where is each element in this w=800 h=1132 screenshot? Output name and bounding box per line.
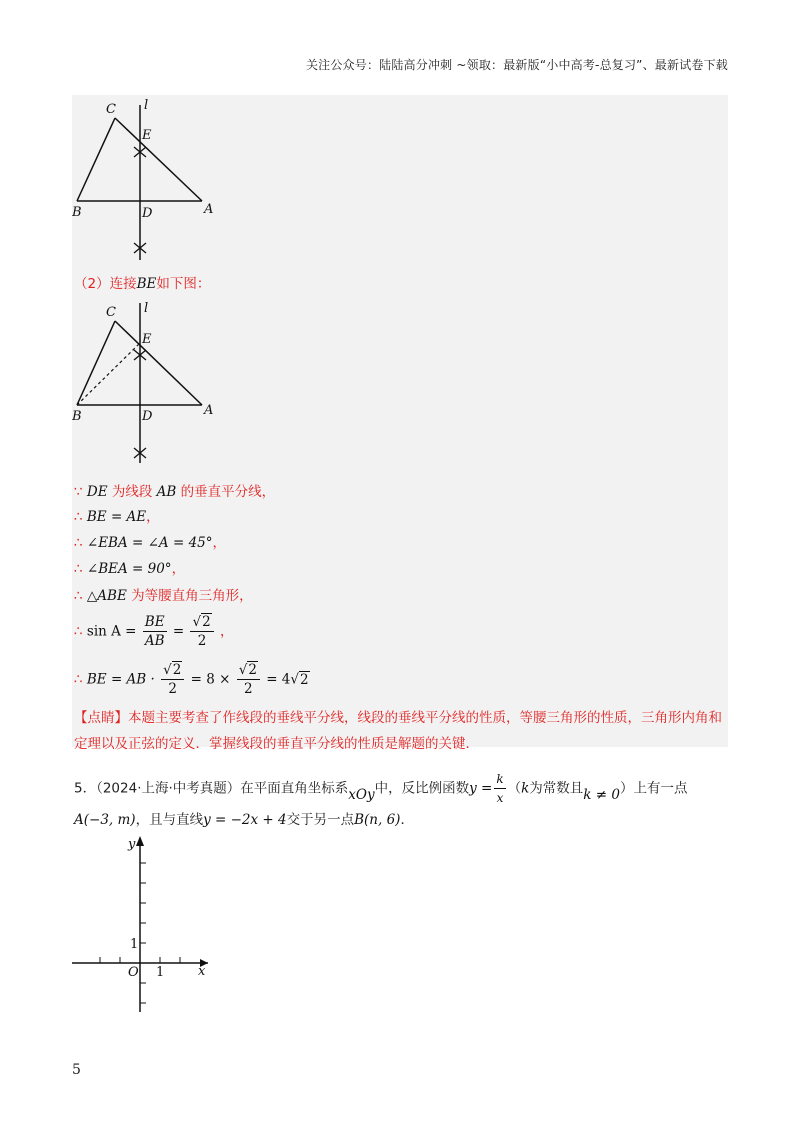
solution-line-4: ∴ ∠BEA = 90°， xyxy=(74,561,186,577)
solution-line-7: ∴ BE = AB · $\frac{√2}{2}$ = 8 × $\frac{√2}{2}$ = 4√2 xyxy=(74,662,309,697)
svg-text:A: A xyxy=(204,202,214,217)
solution-line-6: ∴ sin A = $\frac{BE}{AB}$ = $\frac{√2}{2}$ ， xyxy=(74,614,234,649)
svg-text:l: l xyxy=(144,98,149,113)
svg-text:B: B xyxy=(72,409,82,424)
svg-text:C: C xyxy=(106,102,116,117)
step2-line: （2）连接BE如下图： xyxy=(74,276,211,292)
page-header: 关注公众号：陆陆高分冲刺 ~领取：最新版“小中高考-总复习”、最新试卷下载 xyxy=(305,58,728,72)
svg-text:y: y xyxy=(128,837,136,852)
svg-text:l: l xyxy=(144,301,149,316)
figure-triangle-2 xyxy=(72,298,272,468)
page-number: 5 xyxy=(72,1062,81,1078)
svg-text:C: C xyxy=(106,305,116,320)
solution-line-3: ∴ ∠EBA = ∠A = 45°， xyxy=(74,535,227,551)
svg-text:D: D xyxy=(142,409,153,424)
solution-line-2: ∴ BE = AE， xyxy=(74,509,160,525)
solution-line-1: ∵ DE 为线段 AB 的垂直平分线， xyxy=(74,484,276,500)
coordinate-axes xyxy=(70,832,220,1017)
question-5-line-2: A(−3, m)，且与直线y = −2x + 4交于另一点B(n, 6)． xyxy=(74,812,414,828)
svg-text:B: B xyxy=(72,205,82,220)
question-5-line-1: 5．（2024·上海·中考真题）在平面直角坐标系xOy中，反比例函数y = $\frac{k}{x}$ （k为常数且k ≠ 0）上有一点 xyxy=(74,772,688,805)
svg-text:D: D xyxy=(142,206,153,221)
svg-text:O: O xyxy=(128,965,139,980)
svg-text:A: A xyxy=(204,403,214,418)
svg-text:E: E xyxy=(142,332,152,347)
svg-text:E: E xyxy=(142,128,152,143)
note-paragraph: 【点睛】本题主要考查了作线段的垂线平分线，线段的垂线平分线的性质，等腰三角形的性质，三角形内角和定理以及正弦的定义．掌握线段的垂直平分线的性质是解题的关键． xyxy=(74,710,722,752)
solution-line-5: ∴ △ABE 为等腰直角三角形， xyxy=(74,588,253,604)
svg-text:1: 1 xyxy=(130,937,139,952)
figure-triangle-1 xyxy=(72,95,272,265)
svg-text:1: 1 xyxy=(156,965,165,980)
svg-text:x: x xyxy=(198,964,206,979)
